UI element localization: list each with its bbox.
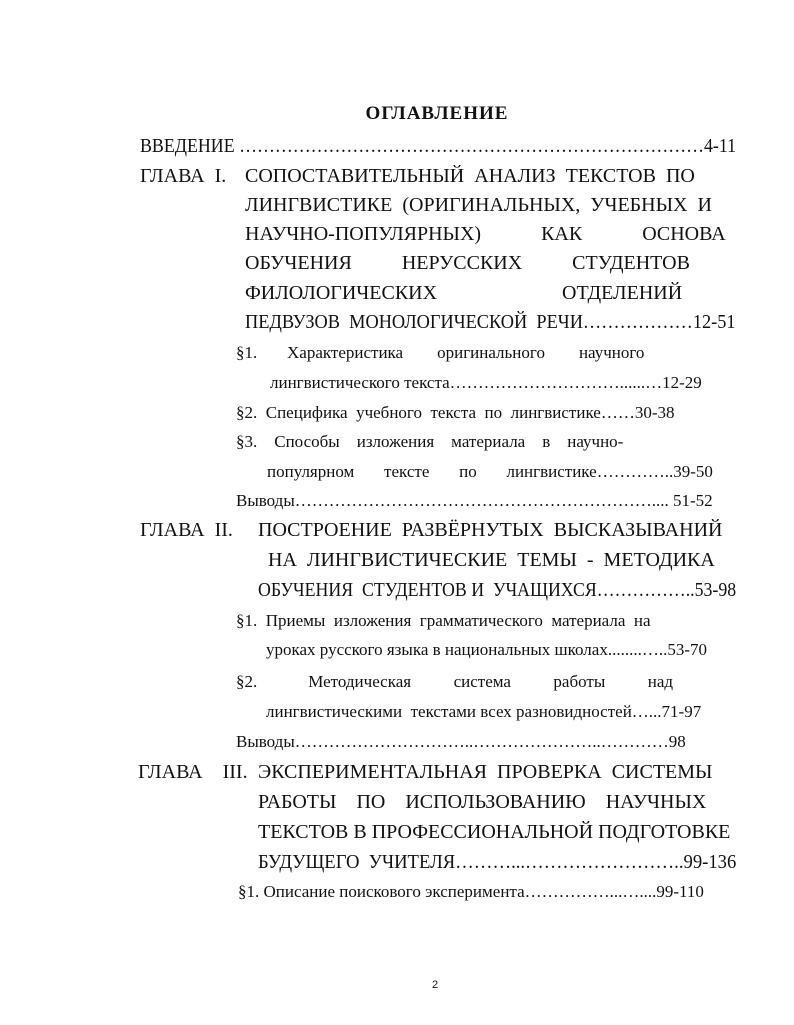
section-1-2: §2. Специфика учебного текста по лингвистике……30-38 (236, 403, 675, 422)
chapter-1-title-line: ОБУЧЕНИЯ НЕРУССКИХ СТУДЕНТОВ (245, 252, 690, 274)
chapter-1-title-line: ПЕДВУЗОВ МОНОЛОГИЧЕСКОЙ РЕЧИ………………12-51 (245, 311, 736, 333)
section-2-1-line: уроках русского языка в национальных школах........…..53-70 (266, 640, 707, 659)
chapter-2-conclusions: Выводы…………………………..…………………..…………98 (236, 732, 686, 751)
section-1-1-line: лингвистического текста…………………………......…12-29 (270, 373, 702, 392)
chapter-1-title-line: ФИЛОЛОГИЧЕСКИХ ОТДЕЛЕНИЙ (245, 282, 683, 304)
chapter-1-label: ГЛАВА I. (140, 165, 227, 187)
chapter-2-title-line: НА ЛИНГВИСТИЧЕСКИЕ ТЕМЫ - МЕТОДИКА (268, 549, 715, 571)
section-2-2-line: лингвистическими текстами всех разновидностей…...71-97 (266, 702, 702, 721)
chapter-3-title-line: ТЕКСТОВ В ПРОФЕССИОНАЛЬНОЙ ПОДГОТОВКЕ (258, 821, 731, 843)
chapter-3-title-line: РАБОТЫ ПО ИСПОЛЬЗОВАНИЮ НАУЧНЫХ (258, 791, 707, 813)
toc-title: ОГЛАВЛЕНИЕ (365, 103, 509, 124)
chapter-3-label: ГЛАВА III. (138, 761, 248, 783)
chapter-1-title-line: СОПОСТАВИТЕЛЬНЫЙ АНАЛИЗ ТЕКСТОВ ПО (245, 165, 695, 187)
toc-entry-introduction: ВВЕДЕНИЕ ……………………………………………………………………4-11 (140, 135, 737, 157)
chapter-3-title-line: БУДУЩЕГО УЧИТЕЛЯ………...……………………..99-136 (258, 851, 737, 873)
chapter-3-title-line: ЭКСПЕРИМЕНТАЛЬНАЯ ПРОВЕРКА СИСТЕМЫ (258, 761, 713, 783)
section-3-1: §1. Описание поискового эксперимента……………...…....99-110 (238, 882, 704, 901)
chapter-1-title-line: НАУЧНО-ПОПУЛЯРНЫХ) КАК ОСНОВА (245, 223, 726, 245)
section-1-1-line: §1. Характеристика оригинального научного (236, 343, 645, 362)
chapter-1-conclusions: Выводы……………………………………………………….... 51-52 (236, 491, 713, 510)
page-number: 2 (432, 979, 439, 991)
chapter-1-title-line: ЛИНГВИСТИКЕ (ОРИГИНАЛЬНЫХ, УЧЕБНЫХ И (245, 194, 712, 216)
chapter-2-title-line: ОБУЧЕНИЯ СТУДЕНТОВ И УЧАЩИХСЯ……………..53-98 (258, 579, 737, 601)
section-1-3-line: §3. Способы изложения материала в научно- (236, 432, 624, 451)
chapter-2-title-line: ПОСТРОЕНИЕ РАЗВЁРНУТЫХ ВЫСКАЗЫВАНИЙ (258, 519, 723, 541)
section-1-3-line: популярном тексте по лингвистике…………..39-50 (267, 462, 713, 481)
section-2-1-line: §1. Приемы изложения грамматического материала на (236, 611, 651, 630)
section-2-2-line: §2. Методическая система работы над (236, 672, 674, 691)
chapter-2-label: ГЛАВА II. (140, 519, 233, 541)
